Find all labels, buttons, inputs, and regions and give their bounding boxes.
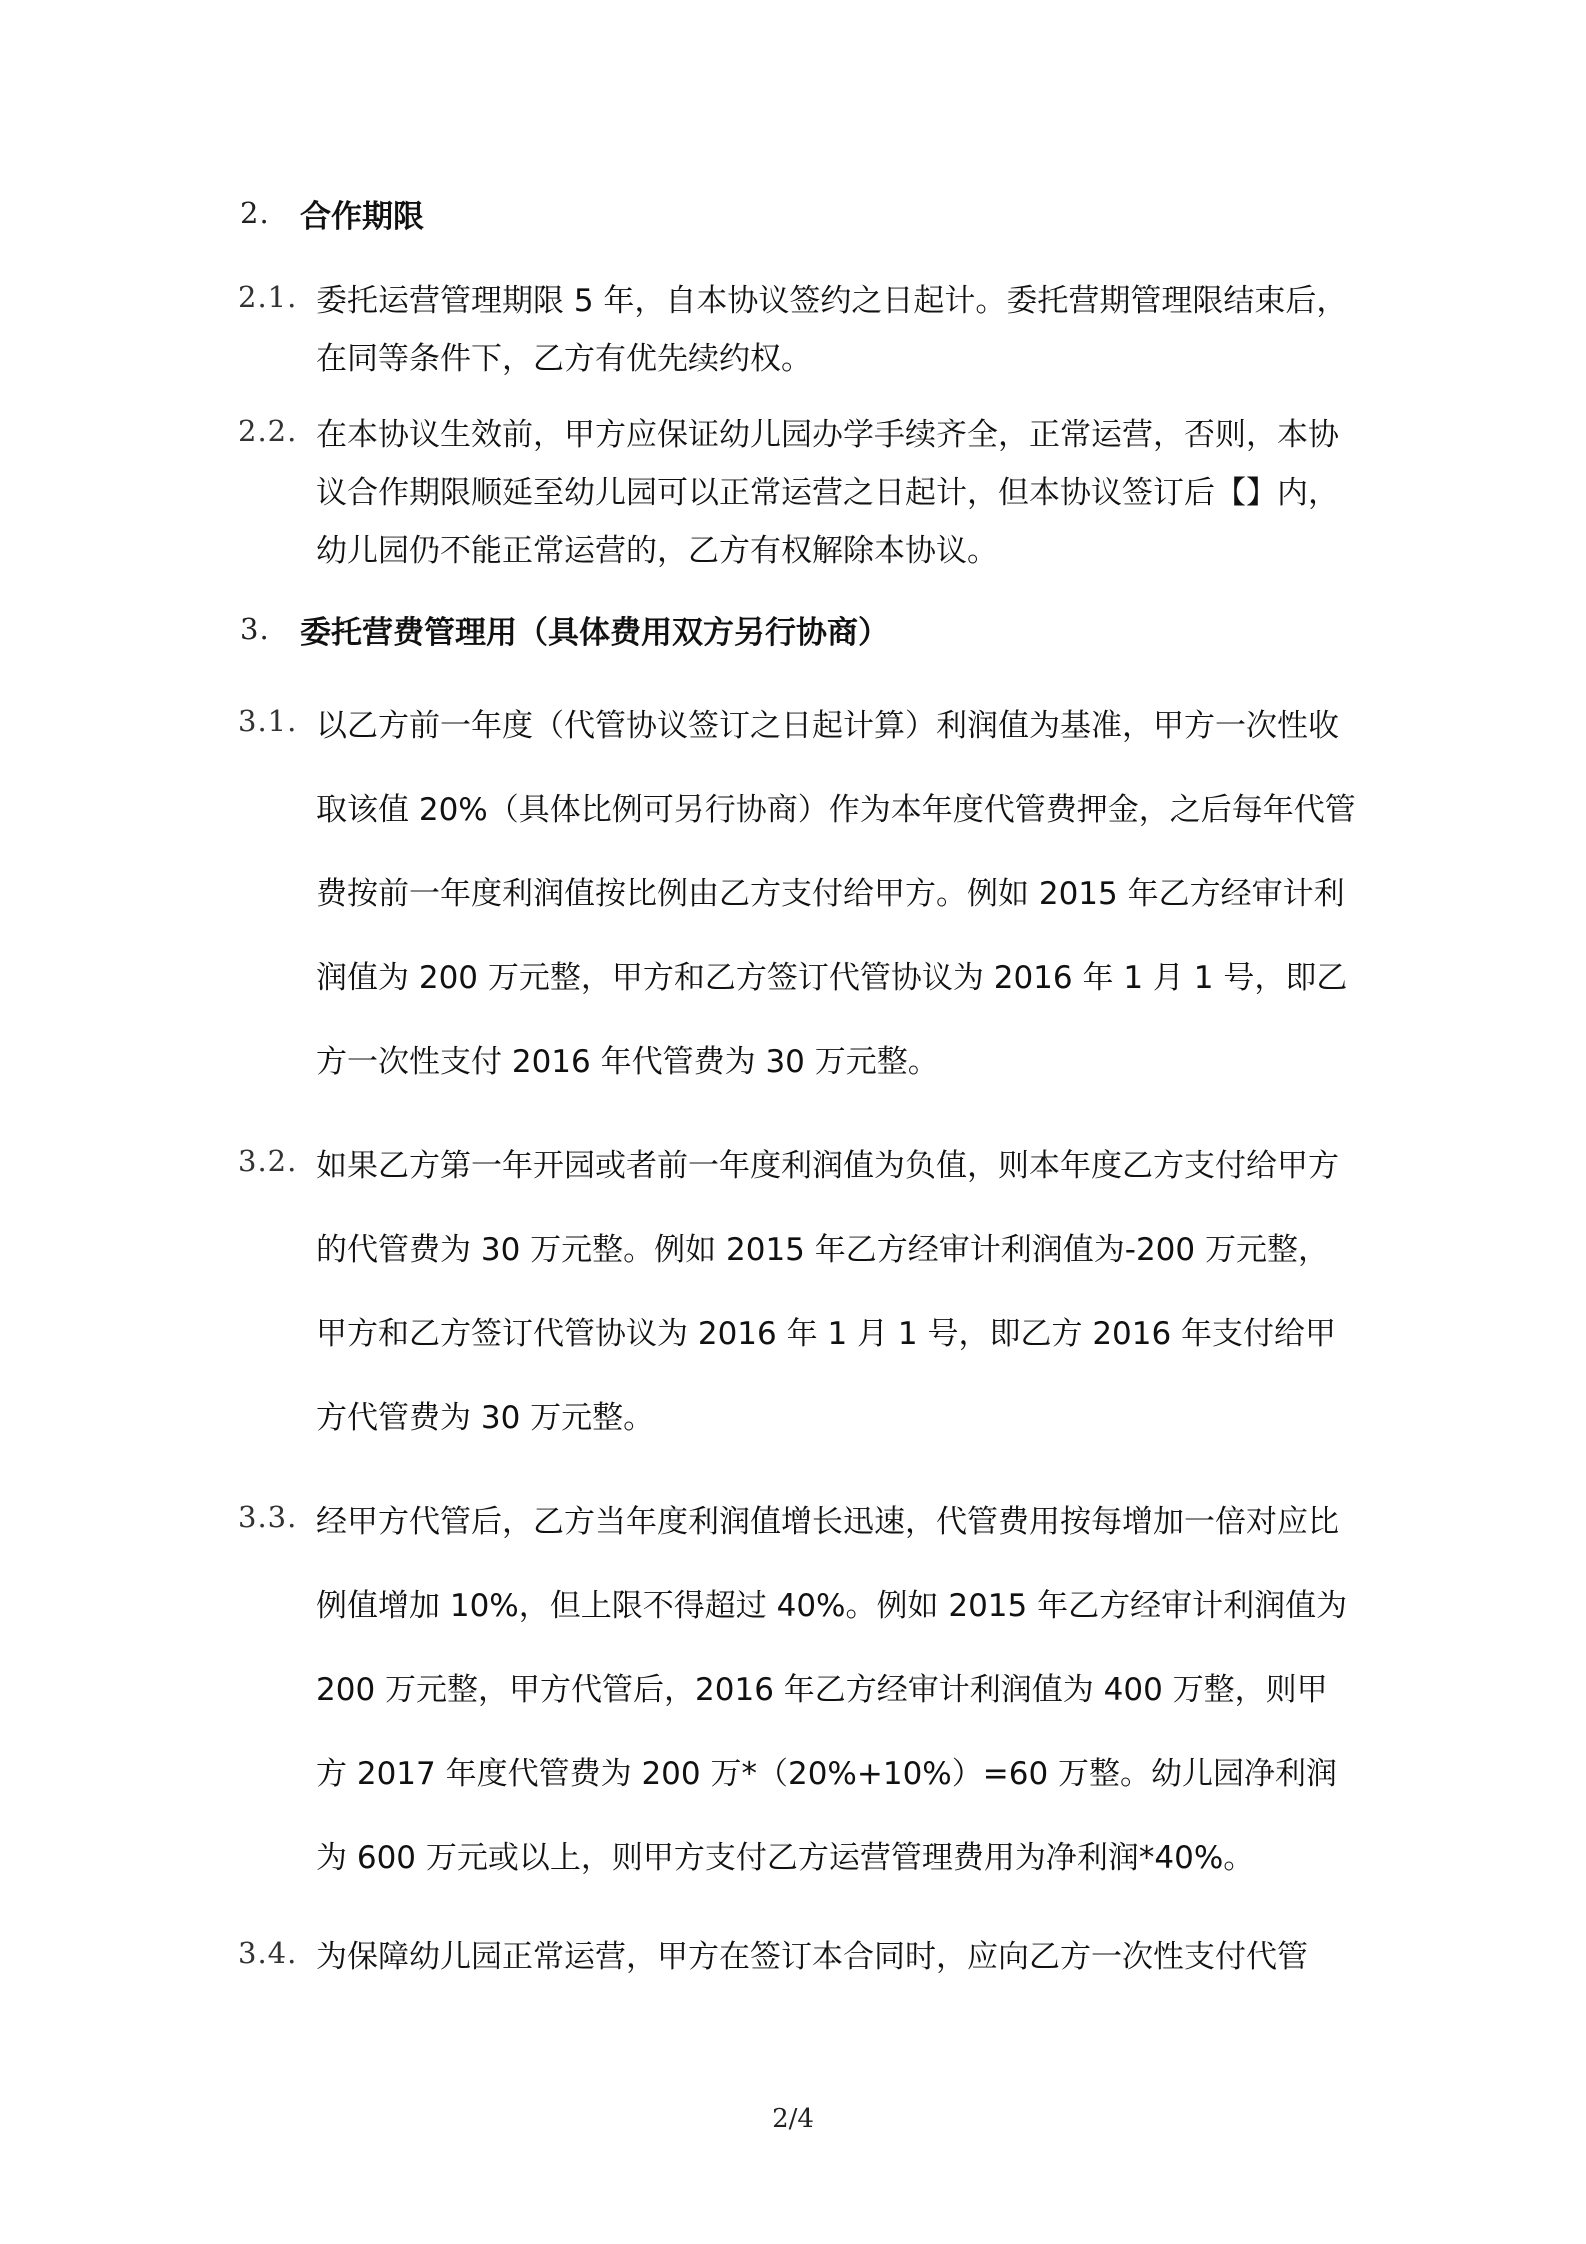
section-title: 合作期限 [300, 199, 424, 235]
clause-text: 如果乙方第一年开园或者前一年度利润值为负值，则本年度乙方支付给甲方的代管费为 30 万元整。例如 2015 年乙方经审计利润值为-200 万元整，甲方和乙方签订代管协议为 2016 年 1 月 1 号，即乙方 2016 年支付给甲方代管费为 30 万元整。 [316, 1148, 1339, 1436]
clause-text: 在本协议生效前，甲方应保证幼儿园办学手续齐全，正常运营，否则，本协议合作期限顺延至幼儿园可以正常运营之日起计，但本协议签订后【】内，幼儿园仍不能正常运营的，乙方有权解除本协议。 [316, 417, 1339, 569]
clause-text: 委托运营管理期限 5 年，自本协议签约之日起计。委托营期管理限结束后，在同等条件下，乙方有优先续约权。 [316, 283, 1348, 377]
clause-text: 为保障幼儿园正常运营，甲方在签订本合同时，应向乙方一次性支付代管 [316, 1939, 1308, 1975]
clause-number: 3.1. [238, 704, 298, 738]
clause-number: 2.2. [238, 414, 298, 448]
clause-text: 以乙方前一年度（代管协议签订之日起计算）利润值为基准，甲方一次性收取该值 20%（具体比例可另行协商）作为本年度代管费押金，之后每年代管费按前一年度利润值按比例由乙方支付给甲方。例如 2015 年乙方经审计利润值为 200 万元整，甲方和乙方签订代管协议为 2016 年 1 月 1 号，即乙方一次性支付 2016 年代管费为 30 万元整。 [316, 708, 1356, 1080]
clause-text: 经甲方代管后，乙方当年度利润值增长迅速，代管费用按每增加一倍对应比例值增加 10%，但上限不得超过 40%。例如 2015 年乙方经审计利润值为 200 万元整，甲方代管后，2016 年乙方经审计利润值为 400 万整，则甲方 2017 年度代管费为 200 万*（20%+10%）=60 万整。幼儿园净利润为 600 万元或以上，则甲方支付乙方运营管理费用为净利润*40%。 [316, 1504, 1348, 1876]
section-number: 2. [240, 196, 270, 230]
clause-number: 3.2. [238, 1144, 298, 1178]
section-number: 3. [240, 612, 270, 646]
clause-number: 3.3. [238, 1500, 298, 1534]
clause-number: 3.4. [238, 1936, 298, 1970]
page-number: 2/4 [772, 2104, 814, 2134]
clause-number: 2.1. [238, 280, 298, 314]
section-title: 委托营费管理用（具体费用双方另行协商） [300, 615, 889, 651]
